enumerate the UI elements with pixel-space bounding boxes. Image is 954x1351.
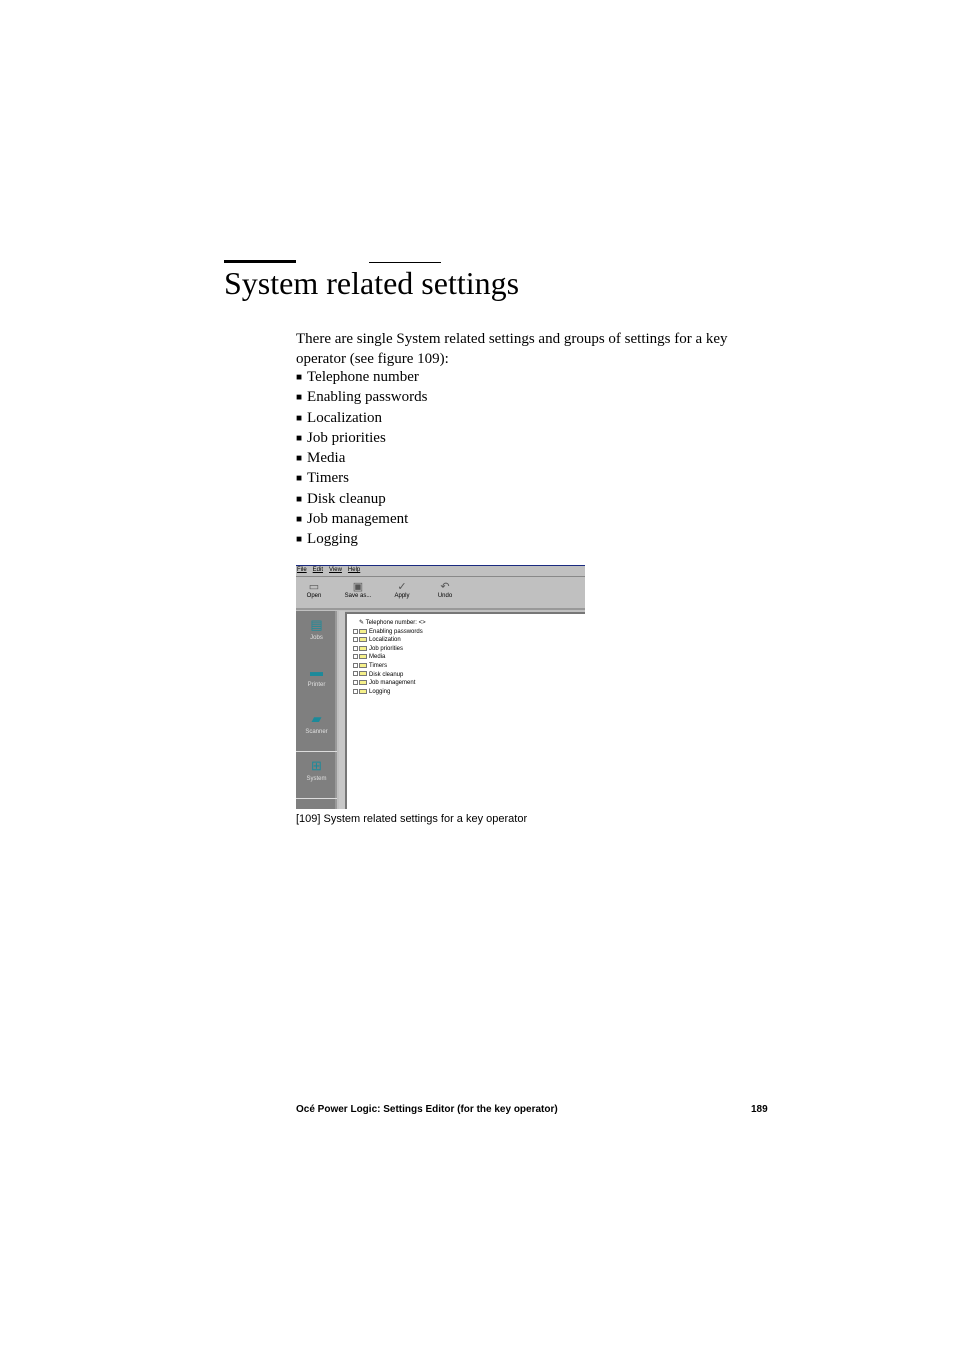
expand-icon[interactable] [353, 654, 358, 659]
folder-icon [359, 689, 367, 694]
footer-title: Océ Power Logic: Settings Editor (for the key operator) [296, 1104, 558, 1115]
jobs-icon: ▤ [310, 617, 323, 632]
tree-node[interactable]: Job management [353, 679, 585, 688]
tree-node[interactable]: Media [353, 653, 585, 662]
undo-button[interactable]: ↶ Undo [428, 580, 462, 599]
save-as-button[interactable]: ▣ Save as... [341, 580, 375, 599]
menu-help[interactable]: Help [347, 567, 361, 573]
folder-icon [359, 663, 367, 668]
tree-node[interactable]: Disk cleanup [353, 671, 585, 680]
header-rule-thick [224, 260, 296, 263]
folder-icon [359, 646, 367, 651]
intro-paragraph: There are single System related settings and groups of settings for a key operator (see figure 109): [296, 331, 728, 367]
sidebar-item-printer[interactable]: ▬ Printer [296, 658, 337, 705]
list-item: ■ Job management [296, 510, 427, 530]
page-number: 189 [751, 1104, 768, 1115]
folder-icon [359, 654, 367, 659]
figure-caption: [109] System related settings for a key operator [296, 813, 528, 825]
system-icon: ⊞ [311, 758, 322, 773]
menu-edit[interactable]: Edit [312, 567, 324, 573]
page-title: System related settings [224, 265, 520, 301]
tree-node[interactable]: Logging [353, 688, 585, 697]
sidebar-item-jobs[interactable]: ▤ Jobs [296, 611, 337, 658]
pencil-icon: ✎ [359, 620, 365, 626]
floppy-disk-icon: ▣ [352, 581, 364, 593]
undo-icon: ↶ [440, 581, 450, 593]
list-item: ■ Telephone number [296, 368, 427, 388]
list-item: ■ Media [296, 449, 427, 469]
menu-bar [296, 566, 585, 577]
expand-icon[interactable] [353, 680, 358, 685]
folder-open-icon: ▭ [308, 581, 320, 593]
list-item: ■ Logging [296, 530, 427, 550]
tree-leaf-telephone[interactable]: ✎ Telephone number: <> [359, 620, 426, 626]
expand-icon[interactable] [353, 629, 358, 634]
toolbar [296, 578, 585, 610]
open-button[interactable]: ▭ Open [297, 580, 331, 599]
printer-icon: ▬ [310, 664, 323, 679]
scanner-icon: ▰ [311, 711, 322, 726]
folder-icon [359, 671, 367, 676]
folder-icon [359, 680, 367, 685]
menu-view[interactable]: View [329, 567, 342, 573]
settings-tree [345, 612, 585, 809]
folder-icon [359, 637, 367, 642]
sidebar [296, 611, 337, 809]
menu-file[interactable]: File [297, 567, 307, 573]
tree-node[interactable]: Timers [353, 662, 585, 671]
expand-icon[interactable] [353, 646, 358, 651]
tree-node[interactable]: Localization [353, 636, 585, 645]
tree-node[interactable]: Enabling passwords [353, 628, 585, 637]
settings-editor-screenshot [296, 565, 585, 809]
expand-icon[interactable] [353, 689, 358, 694]
tree-node[interactable]: Job priorities [353, 645, 585, 654]
list-item: ■ Localization [296, 409, 427, 429]
checkmark-icon: ✓ [397, 581, 407, 593]
sidebar-item-system[interactable]: ⊞ System [296, 752, 337, 799]
settings-list [296, 368, 427, 551]
expand-icon[interactable] [353, 637, 358, 642]
expand-icon[interactable] [353, 663, 358, 668]
expand-icon[interactable] [353, 671, 358, 676]
list-item: ■ Job priorities [296, 429, 427, 449]
list-item: ■ Enabling passwords [296, 388, 427, 408]
folder-icon [359, 629, 367, 634]
sidebar-item-scanner[interactable]: ▰ Scanner [296, 705, 337, 752]
list-item: ■ Disk cleanup [296, 490, 427, 510]
apply-button[interactable]: ✓ Apply [385, 580, 419, 599]
header-rule-thin [369, 262, 441, 263]
list-item: ■ Timers [296, 469, 427, 489]
